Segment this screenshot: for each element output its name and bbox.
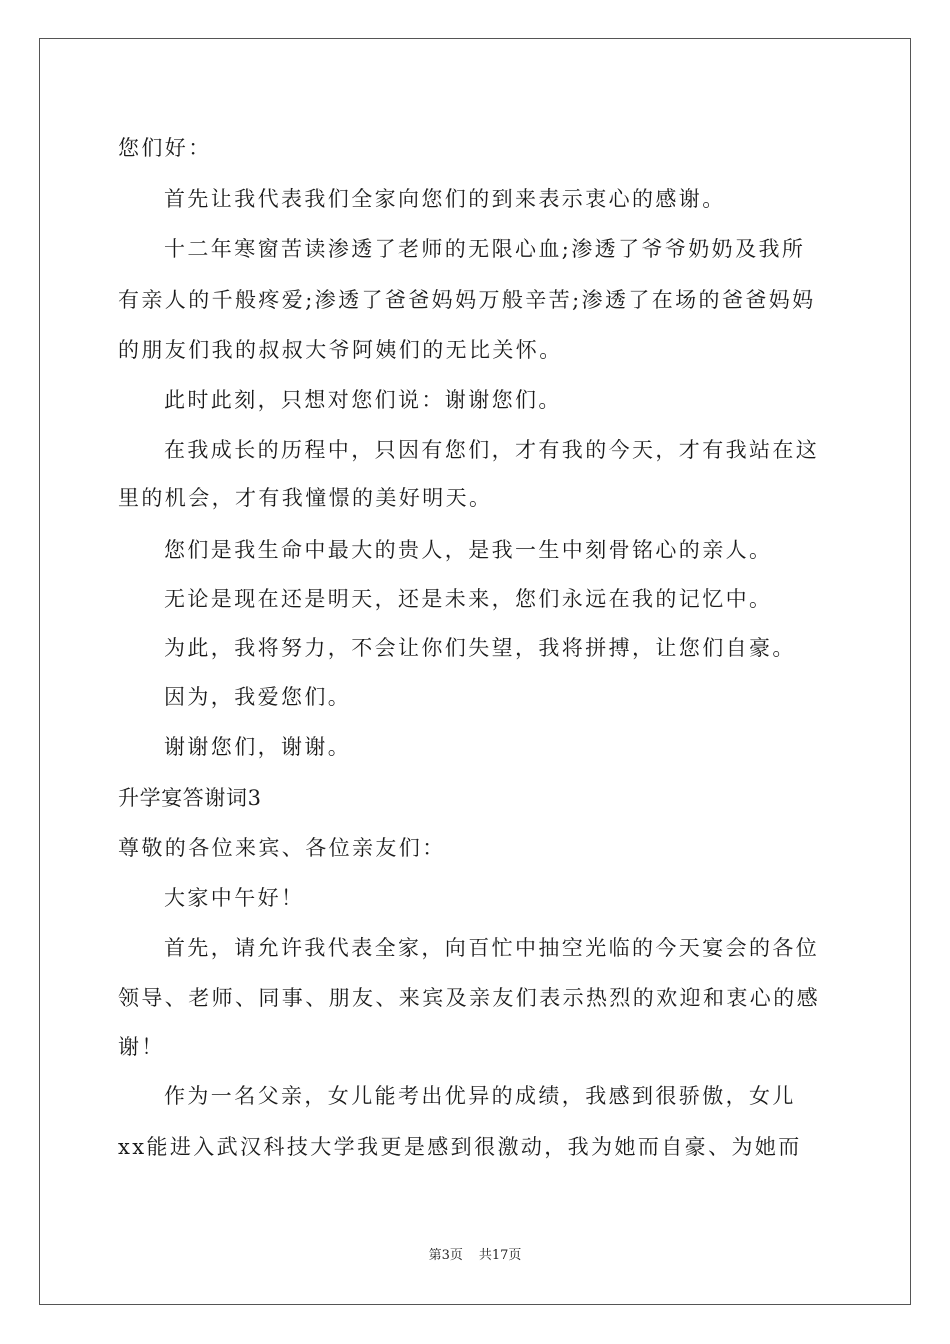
- paragraph-line: 领导、老师、同事、朋友、来宾及亲友们表示热烈的欢迎和衷心的感: [118, 986, 820, 1010]
- paragraph-line: 为此，我将努力，不会让你们失望，我将拼搏，让您们自豪。: [164, 636, 796, 660]
- salutation-line: 尊敬的各位来宾、各位亲友们：: [118, 836, 446, 860]
- page-number: 第3页: [428, 1248, 463, 1263]
- paragraph-line: 谢谢您们，谢谢。: [164, 735, 352, 759]
- paragraph-line: 您们是我生命中最大的贵人，是我一生中刻骨铭心的亲人。: [164, 538, 773, 562]
- section-heading: 升学宴答谢词3: [118, 786, 262, 810]
- paragraph-line: 此时此刻，只想对您们说：谢谢您们。: [164, 388, 562, 412]
- paragraph-line: 首先让我代表我们全家向您们的到来表示衷心的感谢。: [164, 187, 726, 211]
- salutation-line: 您们好：: [118, 136, 212, 160]
- paragraph-line: 无论是现在还是明天，还是未来，您们永远在我的记忆中。: [164, 587, 773, 611]
- page-footer: [0, 1247, 950, 1265]
- greeting-line: 大家中午好！: [164, 886, 305, 910]
- paragraph-line: 里的机会，才有我憧憬的美好明天。: [118, 486, 493, 510]
- paragraph-line: 有亲人的千般疼爱;渗透了爸爸妈妈万般辛苦;渗透了在场的爸爸妈妈: [118, 288, 816, 312]
- paragraph-line: xx能进入武汉科技大学我更是感到很激动，我为她而自豪、为她而: [118, 1135, 802, 1159]
- page-total: 共17页: [478, 1248, 522, 1263]
- page-border: [39, 38, 911, 1305]
- paragraph-line: 谢！: [118, 1035, 165, 1059]
- paragraph-line: 在我成长的历程中，只因有您们，才有我的今天，才有我站在这: [164, 438, 820, 462]
- paragraph-line: 因为，我爱您们。: [164, 685, 352, 709]
- paragraph-line: 作为一名父亲，女儿能考出优异的成绩，我感到很骄傲，女儿: [164, 1084, 796, 1108]
- paragraph-line: 的朋友们我的叔叔大爷阿姨们的无比关怀。: [118, 338, 563, 362]
- paragraph-line: 首先，请允许我代表全家，向百忙中抽空光临的今天宴会的各位: [164, 936, 820, 960]
- paragraph-line: 十二年寒窗苦读渗透了老师的无限心血;渗透了爷爷奶奶及我所: [164, 237, 806, 261]
